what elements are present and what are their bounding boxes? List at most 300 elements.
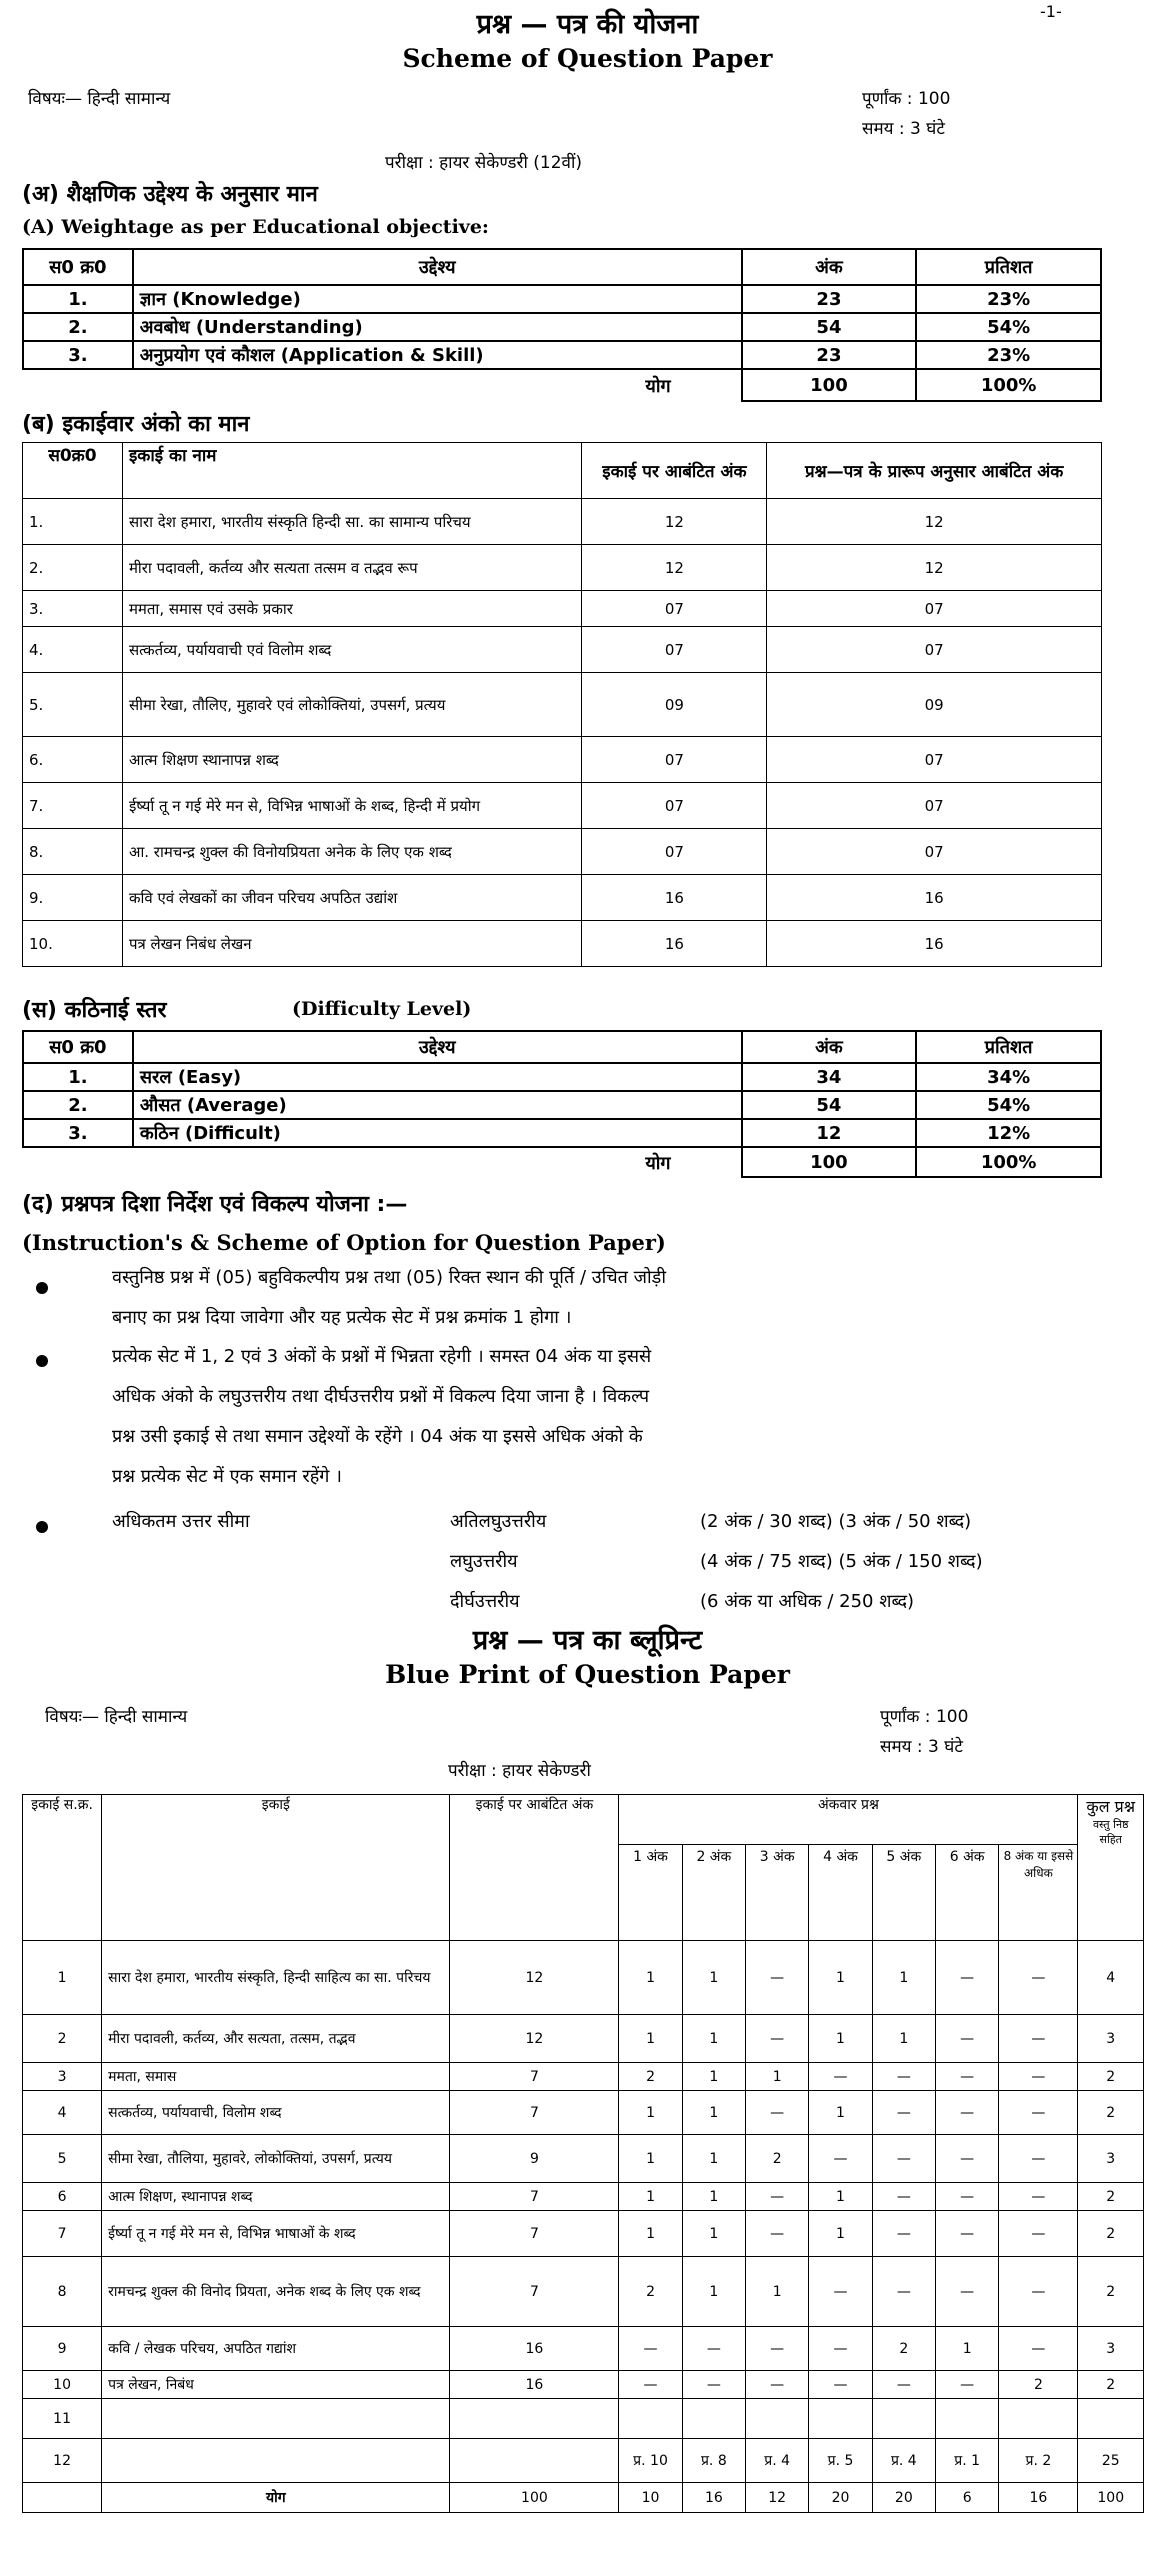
row-mark-cell: —: [872, 2211, 935, 2257]
row-alloc: 7: [450, 2257, 619, 2327]
total-5-mark: 20: [872, 2483, 935, 2513]
col-header-unit-alloc: इकाई पर आबंटित अंक: [582, 443, 767, 499]
col-header-objective: उद्देश्य: [133, 1031, 742, 1063]
row-mark-cell: 1: [682, 2183, 745, 2211]
row-mark-cell: 1: [682, 2063, 745, 2091]
instruction-2-line-2: अधिक अंको के लघुउत्तरीय तथा दीर्घउत्तरीय प्रश्नों में विकल्प दिया जाना है । विकल्प: [112, 1386, 650, 1407]
table-row: [23, 2399, 1144, 2439]
educational-objective-table: [22, 248, 1102, 402]
row-mark-cell: —: [936, 2015, 999, 2063]
row-mark-cell: —: [809, 2327, 872, 2371]
row-mark-cell: —: [872, 2183, 935, 2211]
col-header-6-mark: 6 अंक: [936, 1845, 999, 1941]
row-sn: 2.: [23, 545, 123, 591]
table-row: [23, 627, 1102, 673]
row-mark-cell: —: [936, 2063, 999, 2091]
row-mark-cell: 1: [746, 2257, 809, 2327]
row-unit-name: मीरा पदावली, कर्तव्य और सत्यता तत्सम व तद्भव रूप: [122, 545, 582, 591]
row-mark-cell: —: [809, 2063, 872, 2091]
limit-type: लघुउत्तरीय: [450, 1551, 518, 1572]
row-paper-alloc: 09: [767, 673, 1102, 737]
row-alloc: 7: [450, 2091, 619, 2135]
row-total: 3: [1078, 2327, 1144, 2371]
instruction-2-line-1: प्रत्येक सेट में 1, 2 एवं 3 अंकों के प्रश्नों में भिन्नता रहेगी । समस्त 04 अंक या इससे: [112, 1346, 652, 1367]
section-d-heading: (द) प्रश्नपत्र दिशा निर्देश एवं विकल्प योजना :—: [22, 1192, 408, 1217]
bullet-icon: [36, 1521, 48, 1533]
table-row: [23, 285, 1101, 313]
table-row: [23, 499, 1102, 545]
row-mark-cell: —: [936, 2257, 999, 2327]
row-unit-alloc: 07: [582, 783, 767, 829]
row-mark-cell: —: [936, 2371, 999, 2399]
row-mark-cell: —: [999, 2327, 1078, 2371]
instruction-2-line-3: प्रश्न उसी इकाई से तथा समान उद्देश्यों के रहेंगे । 04 अंक या इससे अधिक अंको के: [112, 1426, 643, 1447]
row-sn: 9.: [23, 875, 123, 921]
table-row: [23, 829, 1102, 875]
row-unit-name: सीमा रेखा, तौलिया, मुहावरे, लोकोक्तियां, उपसर्ग, प्रत्यय: [102, 2135, 450, 2183]
row-sn: 2.: [23, 313, 133, 341]
table-row: [23, 1941, 1144, 2015]
row-mark-cell: प्र. 5: [809, 2439, 872, 2483]
total-8-mark: 16: [999, 2483, 1078, 2513]
row-mark-cell: 1: [682, 2257, 745, 2327]
total-percent: 100%: [916, 1147, 1101, 1177]
row-mark-cell: प्र. 1: [936, 2439, 999, 2483]
total-questions: 100: [1078, 2483, 1144, 2513]
instruction-1-line-1: वस्तुनिष्ठ प्रश्न में (05) बहुविकल्पीय प्रश्न तथा (05) रिक्त स्थान की पूर्ति / उचित जोड़ी: [112, 1267, 666, 1288]
table-row: [23, 591, 1102, 627]
answer-limit-label: अधिकतम उत्तर सीमा: [112, 1511, 250, 1532]
row-sn: 4.: [23, 627, 123, 673]
row-alloc: 12: [450, 1941, 619, 2015]
table-row: [23, 2135, 1144, 2183]
max-marks-label: पूर्णांक : 100: [880, 1707, 969, 1727]
row-percent: 34%: [916, 1063, 1101, 1091]
row-mark-cell: —: [936, 2091, 999, 2135]
row-alloc: 16: [450, 2371, 619, 2399]
limit-value: (2 अंक / 30 शब्द) (3 अंक / 50 शब्द): [700, 1511, 972, 1532]
row-total: 4: [1078, 1941, 1144, 2015]
row-mark-cell: 1: [872, 2015, 935, 2063]
total-alloc: 100: [450, 2483, 619, 2513]
row-unit-sn: 4: [23, 2091, 102, 2135]
row-mark-cell: —: [746, 2091, 809, 2135]
row-sn: 1.: [23, 285, 133, 313]
section-d-subheading: (Instruction's & Scheme of Option for Question Paper): [22, 1230, 666, 1255]
row-objective: औसत (Average): [133, 1091, 742, 1119]
row-marks: 23: [742, 285, 917, 313]
row-mark-cell: —: [746, 2183, 809, 2211]
row-percent: 23%: [916, 285, 1101, 313]
row-unit-sn: 5: [23, 2135, 102, 2183]
row-paper-alloc: 16: [767, 875, 1102, 921]
row-unit-sn: 2: [23, 2015, 102, 2063]
total-marks: 100: [742, 1147, 917, 1177]
row-unit-name: आत्म शिक्षण स्थानापन्न शब्द: [122, 737, 582, 783]
row-mark-cell: [619, 2399, 682, 2439]
table-row: [23, 1119, 1101, 1147]
row-mark-cell: —: [809, 2371, 872, 2399]
row-sn: 8.: [23, 829, 123, 875]
row-mark-cell: —: [936, 2211, 999, 2257]
row-mark-cell: [936, 2399, 999, 2439]
col-header-2-mark: 2 अंक: [682, 1845, 745, 1941]
table-row: [23, 2015, 1144, 2063]
row-unit-sn: 11: [23, 2399, 102, 2439]
blueprint-title-hindi: प्रश्न — पत्र का ब्लूप्रिन्ट: [472, 1625, 703, 1656]
total-percent: 100%: [916, 369, 1101, 401]
row-mark-cell: 1: [682, 1941, 745, 2015]
col-header-4-mark: 4 अंक: [809, 1845, 872, 1941]
max-marks-label: पूर्णांक : 100: [862, 89, 951, 109]
table-row: [23, 341, 1101, 369]
row-unit-alloc: 07: [582, 829, 767, 875]
section-a-subheading: (A) Weightage as per Educational objective:: [22, 216, 489, 238]
row-paper-alloc: 16: [767, 921, 1102, 967]
row-mark-cell: —: [619, 2371, 682, 2399]
col-header-objective: उद्देश्य: [133, 249, 742, 285]
total-row: [23, 2483, 1144, 2513]
total-label: योग: [133, 369, 742, 401]
row-unit-sn: 1: [23, 1941, 102, 2015]
row-sn: 10.: [23, 921, 123, 967]
row-unit-name: सत्कर्तव्य, पर्यायवाची, विलोम शब्द: [102, 2091, 450, 2135]
row-mark-cell: —: [746, 2015, 809, 2063]
row-alloc: 9: [450, 2135, 619, 2183]
col-header-sn: स0क्र0: [23, 443, 123, 499]
row-mark-cell: —: [999, 2135, 1078, 2183]
row-mark-cell: —: [682, 2371, 745, 2399]
row-unit-name: ईर्ष्या तू न गई मेरे मन से, विभिन्न भाषाओं के शब्द, हिन्दी में प्रयोग: [122, 783, 582, 829]
row-unit-name: आत्म शिक्षण, स्थानापन्न शब्द: [102, 2183, 450, 2211]
row-mark-cell: 2: [999, 2371, 1078, 2399]
table-row: [23, 2211, 1144, 2257]
row-mark-cell: 1: [809, 2211, 872, 2257]
row-unit-alloc: 07: [582, 627, 767, 673]
section-a-heading: (अ) शैक्षणिक उद्देश्य के अनुसार मान: [22, 182, 318, 207]
row-sn: 5.: [23, 673, 123, 737]
row-unit-alloc: 09: [582, 673, 767, 737]
row-total: 25: [1078, 2439, 1144, 2483]
row-mark-cell: —: [872, 2091, 935, 2135]
row-total: 2: [1078, 2371, 1144, 2399]
table-row: [23, 545, 1102, 591]
col-header-paper-alloc: प्रश्न—पत्र के प्रारूप अनुसार आबंटित अंक: [767, 443, 1102, 499]
total-3-mark: 12: [746, 2483, 809, 2513]
row-mark-cell: —: [872, 2135, 935, 2183]
row-mark-cell: प्र. 4: [872, 2439, 935, 2483]
row-mark-cell: 1: [619, 2183, 682, 2211]
row-objective: अवबोध (Understanding): [133, 313, 742, 341]
row-total: 2: [1078, 2183, 1144, 2211]
row-total: 3: [1078, 2015, 1144, 2063]
row-objective: सरल (Easy): [133, 1063, 742, 1091]
row-mark-cell: —: [809, 2135, 872, 2183]
row-unit-name: [102, 2399, 450, 2439]
row-mark-cell: प्र. 8: [682, 2439, 745, 2483]
row-unit-name: मीरा पदावली, कर्तव्य, और सत्यता, तत्सम, तद्भव: [102, 2015, 450, 2063]
page-number: -1-: [1040, 2, 1062, 21]
row-alloc: 7: [450, 2063, 619, 2091]
row-mark-cell: —: [936, 2183, 999, 2211]
row-total: 2: [1078, 2063, 1144, 2091]
row-unit-name: सारा देश हमारा, भारतीय संस्कृति, हिन्दी साहित्य का सा. परिचय: [102, 1941, 450, 2015]
row-unit-alloc: 16: [582, 875, 767, 921]
col-header-5-mark: 5 अंक: [872, 1845, 935, 1941]
section-b-heading: (ब) इकाईवार अंको का मान: [22, 412, 250, 437]
row-mark-cell: —: [872, 2063, 935, 2091]
scheme-title-english: Scheme of Question Paper: [402, 44, 773, 73]
row-unit-sn: 8: [23, 2257, 102, 2327]
col-header-8-mark: 8 अंक या इससे अधिक: [999, 1845, 1078, 1941]
section-c-heading: (स) कठिनाई स्तर: [22, 998, 167, 1023]
row-mark-cell: 1: [746, 2063, 809, 2091]
row-unit-alloc: 07: [582, 591, 767, 627]
row-marks: 12: [742, 1119, 917, 1147]
row-paper-alloc: 12: [767, 545, 1102, 591]
col-header-unit-sn: इकाई स.क्र.: [23, 1795, 102, 1941]
row-mark-cell: —: [999, 2015, 1078, 2063]
exam-label: परीक्षा : हायर सेकेण्डरी (12वीं): [385, 153, 583, 173]
total-marks: 100: [742, 369, 917, 401]
total-2-mark: 16: [682, 2483, 745, 2513]
row-mark-cell: 1: [682, 2211, 745, 2257]
row-mark-cell: —: [999, 2183, 1078, 2211]
row-mark-cell: —: [999, 1941, 1078, 2015]
row-mark-cell: —: [746, 2327, 809, 2371]
row-unit-name: कवि एवं लेखकों का जीवन परिचय अपठित उद्यांश: [122, 875, 582, 921]
row-unit-alloc: 07: [582, 737, 767, 783]
table-row: [23, 783, 1102, 829]
table-row: [23, 2371, 1144, 2399]
row-mark-cell: —: [746, 1941, 809, 2015]
row-unit-name: कवि / लेखक परिचय, अपठित गद्यांश: [102, 2327, 450, 2371]
row-paper-alloc: 07: [767, 591, 1102, 627]
row-mark-cell: 1: [619, 2211, 682, 2257]
row-unit-sn: 10: [23, 2371, 102, 2399]
row-unit-name: पत्र लेखन, निबंध: [102, 2371, 450, 2399]
row-percent: 12%: [916, 1119, 1101, 1147]
col-header-markwise: अंकवार प्रश्न: [619, 1795, 1078, 1845]
row-mark-cell: [999, 2399, 1078, 2439]
row-mark-cell: प्र. 2: [999, 2439, 1078, 2483]
unitwise-marks-table: [22, 442, 1102, 967]
row-sn: 6.: [23, 737, 123, 783]
table-row: [23, 673, 1102, 737]
col-header-marks: अंक: [742, 1031, 917, 1063]
col-header-3-mark: 3 अंक: [746, 1845, 809, 1941]
row-mark-cell: 1: [809, 2091, 872, 2135]
row-unit-name: आ. रामचन्द्र शुक्ल की विनोयप्रियता अनेक के लिए एक शब्द: [122, 829, 582, 875]
row-sn: 7.: [23, 783, 123, 829]
row-paper-alloc: 07: [767, 737, 1102, 783]
row-sn: 1.: [23, 1063, 133, 1091]
row-mark-cell: 1: [619, 2015, 682, 2063]
bullet-icon: [36, 1355, 48, 1367]
total-6-mark: 6: [936, 2483, 999, 2513]
row-unit-name: सीमा रेखा, तौलिए, मुहावरे एवं लोकोक्तियां, उपसर्ग, प्रत्यय: [122, 673, 582, 737]
row-mark-cell: प्र. 10: [619, 2439, 682, 2483]
row-unit-alloc: 16: [582, 921, 767, 967]
row-mark-cell: —: [746, 2371, 809, 2399]
total-4-mark: 20: [809, 2483, 872, 2513]
col-header-sn: स0 क्र0: [23, 1031, 133, 1063]
row-paper-alloc: 07: [767, 627, 1102, 673]
total-label: योग: [133, 1147, 742, 1177]
row-unit-sn: 12: [23, 2439, 102, 2483]
row-mark-cell: —: [619, 2327, 682, 2371]
row-objective: कठिन (Difficult): [133, 1119, 742, 1147]
row-mark-cell: 2: [872, 2327, 935, 2371]
time-label: समय : 3 घंटे: [880, 1737, 963, 1757]
time-label: समय : 3 घंटे: [862, 119, 945, 139]
col-header-marks: अंक: [742, 249, 917, 285]
section-c-subheading: (Difficulty Level): [292, 998, 472, 1020]
row-mark-cell: —: [809, 2257, 872, 2327]
scheme-title-hindi: प्रश्न — पत्र की योजना: [476, 9, 699, 40]
table-row: [23, 2063, 1144, 2091]
col-header-1-mark: 1 अंक: [619, 1845, 682, 1941]
row-unit-alloc: 12: [582, 545, 767, 591]
total-1-mark: 10: [619, 2483, 682, 2513]
row-mark-cell: [682, 2399, 745, 2439]
row-alloc: 16: [450, 2327, 619, 2371]
table-row: [23, 2327, 1144, 2371]
row-unit-sn: 7: [23, 2211, 102, 2257]
row-mark-cell: 1: [682, 2135, 745, 2183]
row-mark-cell: [809, 2399, 872, 2439]
row-mark-cell: 1: [809, 2183, 872, 2211]
row-mark-cell: [872, 2399, 935, 2439]
table-row: [23, 737, 1102, 783]
row-mark-cell: —: [872, 2257, 935, 2327]
row-percent: 23%: [916, 341, 1101, 369]
row-paper-alloc: 07: [767, 829, 1102, 875]
row-alloc: 7: [450, 2211, 619, 2257]
row-unit-name: ईर्ष्या तू न गई मेरे मन से, विभिन्न भाषाओं के शब्द: [102, 2211, 450, 2257]
table-row: [23, 2183, 1144, 2211]
row-marks: 34: [742, 1063, 917, 1091]
exam-label: परीक्षा : हायर सेकेण्डरी: [448, 1761, 591, 1781]
total-row: [23, 1147, 1101, 1177]
table-row: [23, 2091, 1144, 2135]
table-row: [23, 2439, 1144, 2483]
row-mark-cell: —: [872, 2371, 935, 2399]
total-label: योग: [102, 2483, 450, 2513]
col-header-alloc: इकाई पर आबंटित अंक: [450, 1795, 619, 1941]
row-mark-cell: 1: [619, 1941, 682, 2015]
row-mark-cell: 1: [619, 2135, 682, 2183]
limit-value: (6 अंक या अधिक / 250 शब्द): [700, 1591, 915, 1612]
row-mark-cell: —: [999, 2063, 1078, 2091]
row-mark-cell: —: [936, 1941, 999, 2015]
table-row: [23, 313, 1101, 341]
table-row: [23, 1091, 1101, 1119]
row-sn: 2.: [23, 1091, 133, 1119]
row-unit-name: [102, 2439, 450, 2483]
row-sn: 1.: [23, 499, 123, 545]
row-objective: ज्ञान (Knowledge): [133, 285, 742, 313]
blueprint-table: [22, 1794, 1144, 2513]
instruction-2-line-4: प्रश्न प्रत्येक सेट में एक समान रहेंगे ।: [112, 1466, 342, 1487]
row-mark-cell: 1: [682, 2015, 745, 2063]
col-header-percent: प्रतिशत: [916, 1031, 1101, 1063]
row-mark-cell: 2: [746, 2135, 809, 2183]
row-paper-alloc: 12: [767, 499, 1102, 545]
row-alloc: 12: [450, 2015, 619, 2063]
bullet-icon: [36, 1282, 48, 1294]
row-mark-cell: 1: [809, 2015, 872, 2063]
row-mark-cell: प्र. 4: [746, 2439, 809, 2483]
limit-type: दीर्घउत्तरीय: [450, 1591, 520, 1612]
row-mark-cell: [746, 2399, 809, 2439]
row-sn: 3.: [23, 591, 123, 627]
row-alloc: 7: [450, 2183, 619, 2211]
row-mark-cell: 1: [682, 2091, 745, 2135]
row-mark-cell: —: [999, 2257, 1078, 2327]
row-mark-cell: —: [682, 2327, 745, 2371]
col-header-unit-name: इकाई का नाम: [122, 443, 582, 499]
row-total: 3: [1078, 2135, 1144, 2183]
row-alloc: [450, 2399, 619, 2439]
col-header-sn: स0 क्र0: [23, 249, 133, 285]
row-mark-cell: 1: [936, 2327, 999, 2371]
row-total: [1078, 2399, 1144, 2439]
row-mark-cell: —: [936, 2135, 999, 2183]
subject-label: विषयः— हिन्दी सामान्य: [28, 89, 171, 109]
row-unit-name: सारा देश हमारा, भारतीय संस्कृति हिन्दी सा. का सामान्य परिचय: [122, 499, 582, 545]
subject-label: विषयः— हिन्दी सामान्य: [45, 1707, 188, 1727]
row-unit-name: ममता, समास: [102, 2063, 450, 2091]
table-row: [23, 875, 1102, 921]
row-sn: 3.: [23, 341, 133, 369]
col-header-total-sub: वस्तु निष्ठ सहित: [1092, 1818, 1129, 1846]
row-total: 2: [1078, 2211, 1144, 2257]
row-paper-alloc: 07: [767, 783, 1102, 829]
table-row: [23, 921, 1102, 967]
limit-value: (4 अंक / 75 शब्द) (5 अंक / 150 शब्द): [700, 1551, 983, 1572]
row-marks: 54: [742, 313, 917, 341]
row-unit-sn: 3: [23, 2063, 102, 2091]
row-unit-name: पत्र लेखन निबंध लेखन: [122, 921, 582, 967]
row-mark-cell: 2: [619, 2257, 682, 2327]
row-percent: 54%: [916, 1091, 1101, 1119]
row-mark-cell: —: [999, 2211, 1078, 2257]
row-mark-cell: 1: [809, 1941, 872, 2015]
row-unit-sn: 9: [23, 2327, 102, 2371]
limit-type: अतिलघुउत्तरीय: [450, 1511, 547, 1532]
row-total: 2: [1078, 2091, 1144, 2135]
row-unit-name: रामचन्द्र शुक्ल की विनोद प्रियता, अनेक शब्द के लिए एक शब्द: [102, 2257, 450, 2327]
row-mark-cell: 1: [872, 1941, 935, 2015]
row-mark-cell: —: [999, 2091, 1078, 2135]
row-percent: 54%: [916, 313, 1101, 341]
row-objective: अनुप्रयोग एवं कौशल (Application & Skill): [133, 341, 742, 369]
row-unit-name: ममता, समास एवं उसके प्रकार: [122, 591, 582, 627]
table-row: [23, 2257, 1144, 2327]
total-row: [23, 369, 1101, 401]
row-marks: 54: [742, 1091, 917, 1119]
col-header-percent: प्रतिशत: [916, 249, 1101, 285]
row-unit-name: सत्कर्तव्य, पर्यायवाची एवं विलोम शब्द: [122, 627, 582, 673]
row-unit-alloc: 12: [582, 499, 767, 545]
row-mark-cell: 2: [619, 2063, 682, 2091]
instruction-1-line-2: बनाए का प्रश्न दिया जावेगा और यह प्रत्येक सेट में प्रश्न क्रमांक 1 होगा ।: [112, 1307, 572, 1328]
col-header-total: कुल प्रश्न: [1086, 1797, 1136, 1816]
blueprint-title-english: Blue Print of Question Paper: [385, 1660, 790, 1689]
row-sn: 3.: [23, 1119, 133, 1147]
table-row: [23, 1063, 1101, 1091]
